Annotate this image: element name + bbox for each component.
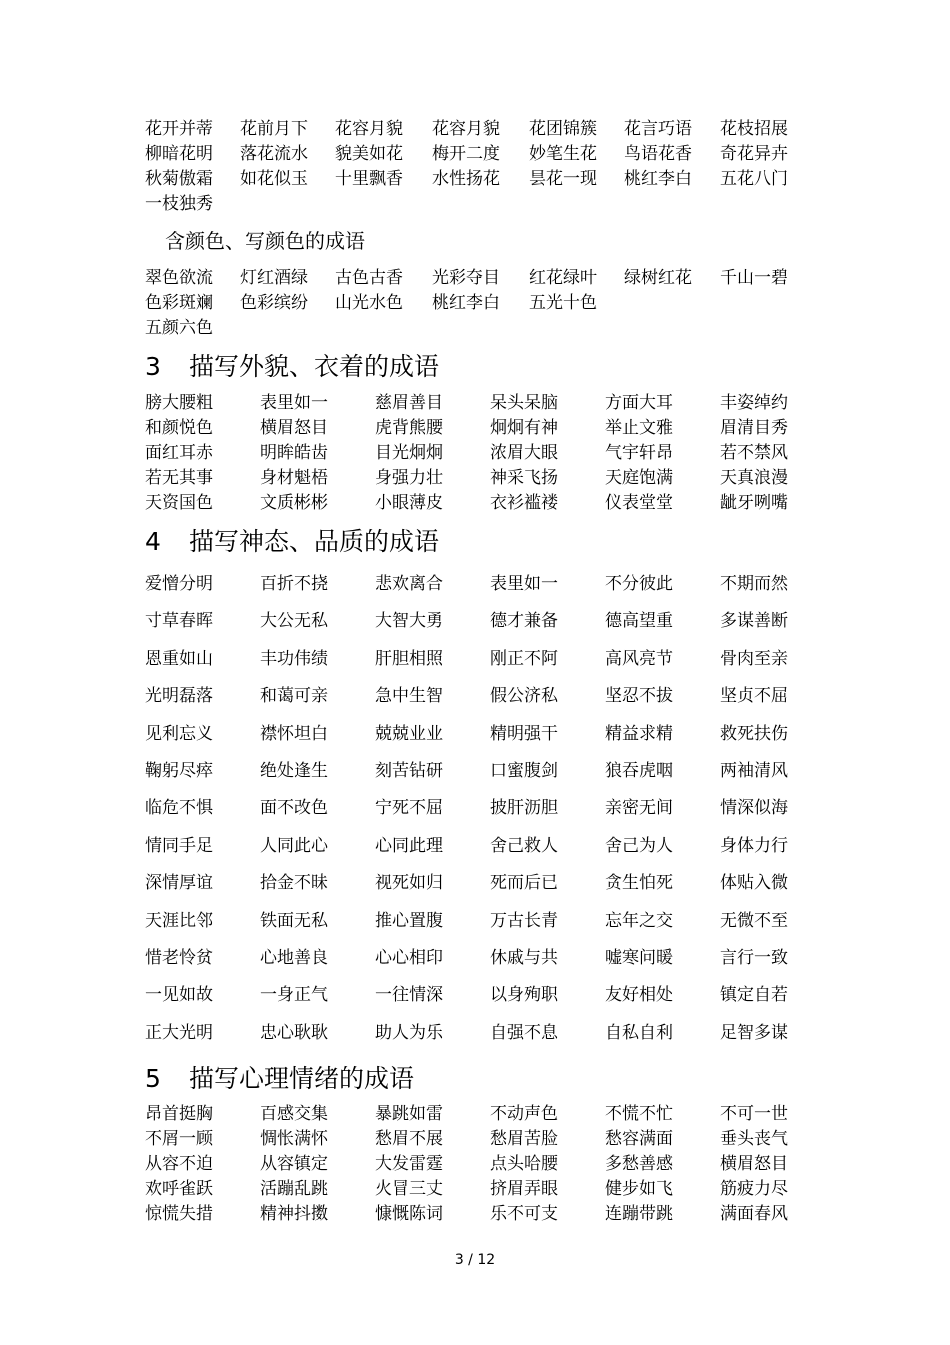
idiom-cell: 妙笔生花 (529, 144, 597, 164)
idiom-cell: 奇花异卉 (720, 144, 788, 164)
idiom-cell: 身材魁梧 (260, 468, 328, 488)
idiom-cell: 心心相印 (375, 947, 443, 968)
idiom-cell: 小眼薄皮 (375, 493, 443, 513)
idiom-cell: 火冒三丈 (375, 1179, 443, 1199)
section-4-heading (145, 526, 439, 558)
idiom-cell: 昂首挺胸 (145, 1104, 213, 1124)
idiom-cell: 惜老怜贫 (145, 947, 213, 968)
idiom-cell: 多愁善感 (605, 1154, 673, 1174)
idiom-cell: 鞠躬尽瘁 (145, 760, 213, 781)
idiom-cell: 从容镇定 (260, 1154, 328, 1174)
section-5-title: 描写心理情绪的成语 (189, 1064, 415, 1093)
subheading-color-idioms: 含颜色、写颜色的成语 (165, 229, 365, 253)
idiom-cell: 慷慨陈词 (375, 1204, 443, 1224)
idiom-cell: 高风亮节 (605, 648, 673, 669)
idiom-cell: 天庭饱满 (605, 468, 673, 488)
idiom-cell: 推心置腹 (375, 910, 443, 931)
idiom-cell: 肝胆相照 (375, 648, 443, 669)
idiom-cell: 骨肉至亲 (720, 648, 788, 669)
idiom-cell: 面红耳赤 (145, 443, 213, 463)
idiom-cell: 满面春风 (720, 1204, 788, 1224)
idiom-cell: 心同此理 (375, 835, 443, 856)
idiom-cell: 若不禁风 (720, 443, 788, 463)
idiom-cell: 昙花一现 (529, 169, 597, 189)
idiom-cell: 不屑一顾 (145, 1129, 213, 1149)
idiom-cell: 恩重如山 (145, 648, 213, 669)
idiom-cell: 花容月貌 (335, 119, 403, 139)
idiom-cell: 五花八门 (720, 169, 788, 189)
idiom-cell: 花容月貌 (432, 119, 500, 139)
idiom-cell: 貌美如花 (335, 144, 403, 164)
idiom-cell: 以身殉职 (490, 985, 558, 1006)
idiom-cell: 天涯比邻 (145, 910, 213, 931)
section-3-title: 描写外貌、衣着的成语 (189, 352, 440, 381)
idiom-cell: 如花似玉 (240, 169, 308, 189)
idiom-cell: 十里飘香 (335, 169, 403, 189)
idiom-cell: 目光炯炯 (375, 443, 443, 463)
section-3-number: 3 (145, 352, 161, 381)
idiom-cell: 五颜六色 (145, 318, 213, 338)
idiom-cell: 心地善良 (260, 947, 328, 968)
idiom-cell: 不慌不忙 (605, 1104, 673, 1124)
idiom-cell: 光彩夺目 (432, 268, 500, 288)
idiom-cell: 花言巧语 (624, 119, 692, 139)
idiom-cell: 救死扶伤 (720, 723, 788, 744)
idiom-cell: 情同手足 (145, 835, 213, 856)
idiom-cell: 和颜悦色 (145, 418, 213, 438)
idiom-cell: 欢呼雀跃 (145, 1179, 213, 1199)
idiom-cell: 狼吞虎咽 (605, 760, 673, 781)
idiom-cell: 舍己救人 (490, 835, 558, 856)
idiom-cell: 大公无私 (260, 611, 328, 632)
idiom-cell: 鸟语花香 (624, 144, 692, 164)
idiom-cell: 正大光明 (145, 1022, 213, 1043)
idiom-cell: 寸草春晖 (145, 611, 213, 632)
idiom-cell: 柳暗花明 (145, 144, 213, 164)
idiom-cell: 花枝招展 (720, 119, 788, 139)
idiom-cell: 秋菊傲霜 (145, 169, 213, 189)
idiom-cell: 方面大耳 (605, 393, 673, 413)
idiom-cell: 假公济私 (490, 686, 558, 707)
idiom-cell: 横眉怒目 (720, 1154, 788, 1174)
idiom-cell: 体贴入微 (720, 873, 788, 894)
idiom-cell: 光明磊落 (145, 686, 213, 707)
idiom-cell: 丰功伟绩 (260, 648, 328, 669)
idiom-cell: 挤眉弄眼 (490, 1179, 558, 1199)
idiom-cell: 自私自利 (605, 1022, 673, 1043)
idiom-cell: 色彩斑斓 (145, 293, 213, 313)
idiom-cell: 千山一碧 (720, 268, 788, 288)
idiom-cell: 浓眉大眼 (490, 443, 558, 463)
idiom-cell: 不期而然 (720, 574, 788, 594)
idiom-cell: 花开并蒂 (145, 119, 213, 139)
idiom-cell: 健步如飞 (605, 1179, 673, 1199)
section-4-title: 描写神态、品质的成语 (189, 527, 440, 556)
idiom-cell: 披肝沥胆 (490, 798, 558, 819)
section-4-number: 4 (145, 527, 161, 556)
idiom-cell: 点头哈腰 (490, 1154, 558, 1174)
idiom-cell: 红花绿叶 (529, 268, 597, 288)
idiom-cell: 不分彼此 (605, 574, 673, 594)
idiom-cell: 刚正不阿 (490, 648, 558, 669)
idiom-cell: 多谋善断 (720, 611, 788, 632)
idiom-cell: 忘年之交 (605, 910, 673, 931)
idiom-cell: 亲密无间 (605, 798, 673, 819)
idiom-cell: 德高望重 (605, 611, 673, 632)
idiom-cell: 丰姿绰约 (720, 393, 788, 413)
idiom-cell: 乐不可支 (490, 1204, 558, 1224)
idiom-cell: 面不改色 (260, 798, 328, 819)
idiom-cell: 口蜜腹剑 (490, 760, 558, 781)
idiom-cell: 死而后已 (490, 873, 558, 894)
idiom-cell: 惆怅满怀 (260, 1129, 328, 1149)
idiom-cell: 横眉怒目 (260, 418, 328, 438)
idiom-cell: 文质彬彬 (260, 493, 328, 513)
idiom-cell: 精益求精 (605, 723, 673, 744)
idiom-cell: 刻苦钻研 (375, 760, 443, 781)
idiom-cell: 不动声色 (490, 1104, 558, 1124)
idiom-cell: 龇牙咧嘴 (720, 493, 788, 513)
idiom-cell: 两袖清风 (720, 760, 788, 781)
idiom-cell: 举止文雅 (605, 418, 673, 438)
idiom-cell: 衣衫褴褛 (490, 493, 558, 513)
idiom-cell: 一枝独秀 (145, 194, 213, 214)
idiom-cell: 绿树红花 (624, 268, 692, 288)
idiom-cell: 一往情深 (375, 985, 443, 1006)
idiom-cell: 大发雷霆 (375, 1154, 443, 1174)
section-5-number: 5 (145, 1064, 161, 1093)
idiom-cell: 友好相处 (605, 985, 673, 1006)
idiom-cell: 慈眉善目 (375, 393, 443, 413)
idiom-cell: 临危不惧 (145, 798, 213, 819)
idiom-cell: 愁容满面 (605, 1129, 673, 1149)
idiom-cell: 铁面无私 (260, 910, 328, 931)
page-number: 3 / 12 (454, 1252, 496, 1268)
idiom-cell: 表里如一 (260, 393, 328, 413)
idiom-cell: 绝处逢生 (260, 760, 328, 781)
idiom-cell: 愁眉苦脸 (490, 1129, 558, 1149)
idiom-cell: 筋疲力尽 (720, 1179, 788, 1199)
idiom-cell: 愁眉不展 (375, 1129, 443, 1149)
idiom-cell: 镇定自若 (720, 985, 788, 1006)
idiom-cell: 情深似海 (720, 798, 788, 819)
idiom-cell: 自强不息 (490, 1022, 558, 1043)
idiom-cell: 花团锦簇 (529, 119, 597, 139)
idiom-cell: 膀大腰粗 (145, 393, 213, 413)
idiom-cell: 德才兼备 (490, 611, 558, 632)
idiom-cell: 身强力壮 (375, 468, 443, 488)
idiom-cell: 和蔼可亲 (260, 686, 328, 707)
idiom-cell: 精神抖擞 (260, 1204, 328, 1224)
idiom-cell: 深情厚谊 (145, 873, 213, 894)
idiom-cell: 贪生怕死 (605, 873, 673, 894)
idiom-cell: 山光水色 (335, 293, 403, 313)
idiom-cell: 若无其事 (145, 468, 213, 488)
idiom-cell: 人同此心 (260, 835, 328, 856)
idiom-cell: 灯红酒绿 (240, 268, 308, 288)
idiom-cell: 视死如归 (375, 873, 443, 894)
idiom-cell: 无微不至 (720, 910, 788, 931)
idiom-cell: 一见如故 (145, 985, 213, 1006)
idiom-cell: 万古长青 (490, 910, 558, 931)
idiom-cell: 桃红李白 (432, 293, 500, 313)
idiom-cell: 神采飞扬 (490, 468, 558, 488)
idiom-cell: 垂头丧气 (720, 1129, 788, 1149)
idiom-cell: 明眸皓齿 (260, 443, 328, 463)
idiom-cell: 助人为乐 (375, 1022, 443, 1043)
idiom-cell: 从容不迫 (145, 1154, 213, 1174)
idiom-cell: 虎背熊腰 (375, 418, 443, 438)
idiom-cell: 气宇轩昂 (605, 443, 673, 463)
idiom-cell: 水性扬花 (432, 169, 500, 189)
idiom-cell: 惊慌失措 (145, 1204, 213, 1224)
idiom-cell: 坚贞不屈 (720, 686, 788, 707)
idiom-cell: 桃红李白 (624, 169, 692, 189)
idiom-cell: 忠心耿耿 (260, 1022, 328, 1043)
idiom-cell: 仪表堂堂 (605, 493, 673, 513)
idiom-cell: 连蹦带跳 (605, 1204, 673, 1224)
idiom-cell: 见利忘义 (145, 723, 213, 744)
idiom-cell: 暴跳如雷 (375, 1104, 443, 1124)
section-5-heading (145, 1063, 414, 1095)
idiom-cell: 坚忍不拔 (605, 686, 673, 707)
idiom-cell: 天真浪漫 (720, 468, 788, 488)
idiom-cell: 兢兢业业 (375, 723, 443, 744)
idiom-cell: 百感交集 (260, 1104, 328, 1124)
idiom-cell: 足智多谋 (720, 1022, 788, 1043)
idiom-cell: 花前月下 (240, 119, 308, 139)
idiom-cell: 色彩缤纷 (240, 293, 308, 313)
idiom-cell: 百折不挠 (260, 574, 328, 594)
idiom-cell: 爱憎分明 (145, 574, 213, 594)
idiom-cell: 炯炯有神 (490, 418, 558, 438)
idiom-cell: 急中生智 (375, 686, 443, 707)
idiom-cell: 宁死不屈 (375, 798, 443, 819)
idiom-cell: 不可一世 (720, 1104, 788, 1124)
idiom-cell: 一身正气 (260, 985, 328, 1006)
idiom-cell: 天资国色 (145, 493, 213, 513)
idiom-cell: 言行一致 (720, 947, 788, 968)
idiom-cell: 休戚与共 (490, 947, 558, 968)
idiom-cell: 襟怀坦白 (260, 723, 328, 744)
idiom-cell: 精明强干 (490, 723, 558, 744)
idiom-cell: 翠色欲流 (145, 268, 213, 288)
idiom-cell: 活蹦乱跳 (260, 1179, 328, 1199)
idiom-cell: 大智大勇 (375, 611, 443, 632)
idiom-cell: 表里如一 (490, 574, 558, 594)
idiom-cell: 身体力行 (720, 835, 788, 856)
idiom-cell: 古色古香 (335, 268, 403, 288)
section-3-heading (145, 351, 439, 383)
idiom-cell: 落花流水 (240, 144, 308, 164)
idiom-cell: 嘘寒问暖 (605, 947, 673, 968)
idiom-cell: 眉清目秀 (720, 418, 788, 438)
idiom-cell: 悲欢离合 (375, 574, 443, 594)
idiom-cell: 舍己为人 (605, 835, 673, 856)
idiom-cell: 梅开二度 (432, 144, 500, 164)
idiom-cell: 拾金不昧 (260, 873, 328, 894)
idiom-cell: 五光十色 (529, 293, 597, 313)
idiom-cell: 呆头呆脑 (490, 393, 558, 413)
